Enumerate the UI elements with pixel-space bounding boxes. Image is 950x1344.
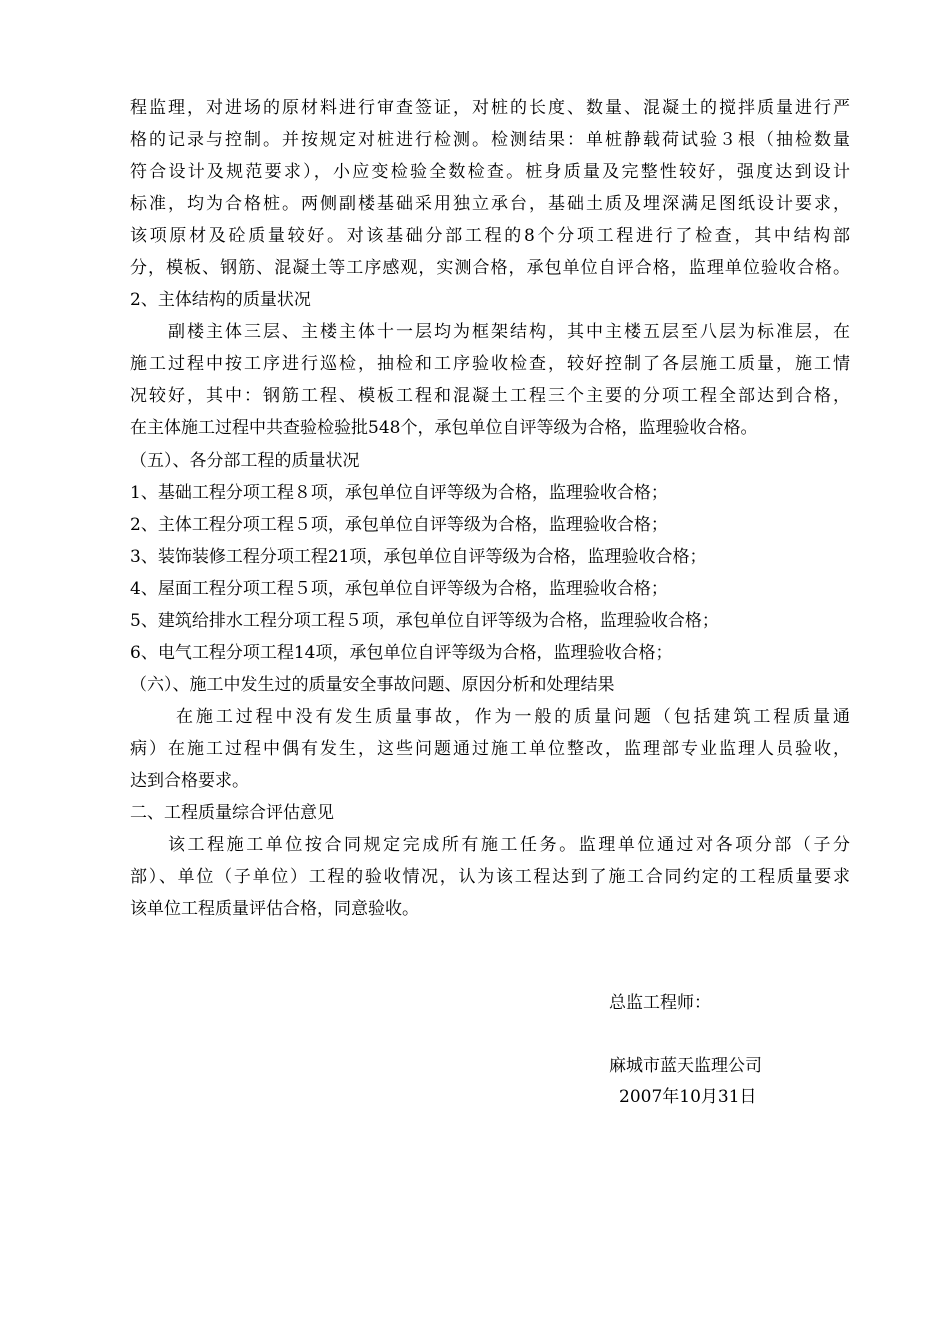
text-line: 标准，均为合格桩。两侧副楼基础采用独立承台，基础土质及埋深满足图纸设计要求， xyxy=(130,194,850,214)
text-line: 符合设计及规范要求），小应变检验全数检查。桩身质量及完整性较好，强度达到设计 xyxy=(130,162,850,182)
text-line: 格的记录与控制。并按规定对桩进行检测。检测结果：单桩静载荷试验３根（抽检数量 xyxy=(130,130,850,150)
text-line: 该工程施工单位按合同规定完成所有施工任务。监理单位通过对各项分部（子分 xyxy=(168,835,850,855)
text-line: 该项原材及砼质量较好。对该基础分部工程的8个分项工程进行了检查，其中结构部 xyxy=(130,226,850,246)
section-heading: （五）、各分部工程的质量状况 xyxy=(130,451,360,471)
text-line: 况较好，其中：钢筋工程、模板工程和混凝土工程三个主要的分项工程全部达到合格， xyxy=(130,386,850,406)
list-item: 1、基础工程分项工程８项，承包单位自评等级为合格，监理验收合格； xyxy=(130,483,668,503)
text-line: 该单位工程质量评估合格，同意验收。 xyxy=(130,899,419,919)
text-line: 达到合格要求。 xyxy=(130,771,249,791)
text-line: 副楼主体三层、主楼主体十一层均为框架结构，其中主楼五层至八层为标准层，在 xyxy=(168,322,850,342)
text-line: 程监理，对进场的原材料进行审查签证，对桩的长度、数量、混凝土的搅拌质量进行严 xyxy=(130,98,850,118)
list-item: 5、建筑给排水工程分项工程５项，承包单位自评等级为合格，监理验收合格； xyxy=(130,611,719,631)
list-item: 4、屋面工程分项工程５项，承包单位自评等级为合格，监理验收合格； xyxy=(130,579,668,599)
text-line: 在施工过程中没有发生质量事故，作为一般的质量问题（包括建筑工程质量通 xyxy=(176,707,850,727)
text-line: 分，模板、钢筋、混凝土等工序感观，实测合格，承包单位自评合格，监理单位验收合格。 xyxy=(130,258,850,278)
text-line: 部）、单位（子单位）工程的验收情况，认为该工程达到了施工合同约定的工程质量要求 xyxy=(130,867,850,887)
list-item: 6、电气工程分项工程14项，承包单位自评等级为合格，监理验收合格； xyxy=(130,643,673,663)
section-heading: 二、工程质量综合评估意见 xyxy=(130,803,334,823)
section-heading: （六）、施工中发生过的质量安全事故问题、原因分析和处理结果 xyxy=(130,675,615,695)
text-line: 在主体施工过程中共查验检验批548个，承包单位自评等级为合格，监理验收合格。 xyxy=(130,418,758,438)
list-item: 3、装饰装修工程分项工程21项，承包单位自评等级为合格，监理验收合格； xyxy=(130,547,707,567)
section-heading: 2、主体结构的质量状况 xyxy=(130,290,311,310)
text-line: 病）在施工过程中偶有发生，这些问题通过施工单位整改，监理部专业监理人员验收， xyxy=(130,739,850,759)
list-item: 2、主体工程分项工程５项，承包单位自评等级为合格，监理验收合格； xyxy=(130,515,668,535)
company-name: 麻城市蓝天监理公司 xyxy=(609,1056,762,1076)
text-line: 施工过程中按工序进行巡检，抽检和工序验收检查，较好控制了各层施工质量，施工情 xyxy=(130,354,850,374)
chief-engineer-label: 总监工程师： xyxy=(609,993,711,1013)
signature-date: 2007年10月31日 xyxy=(619,1087,757,1107)
